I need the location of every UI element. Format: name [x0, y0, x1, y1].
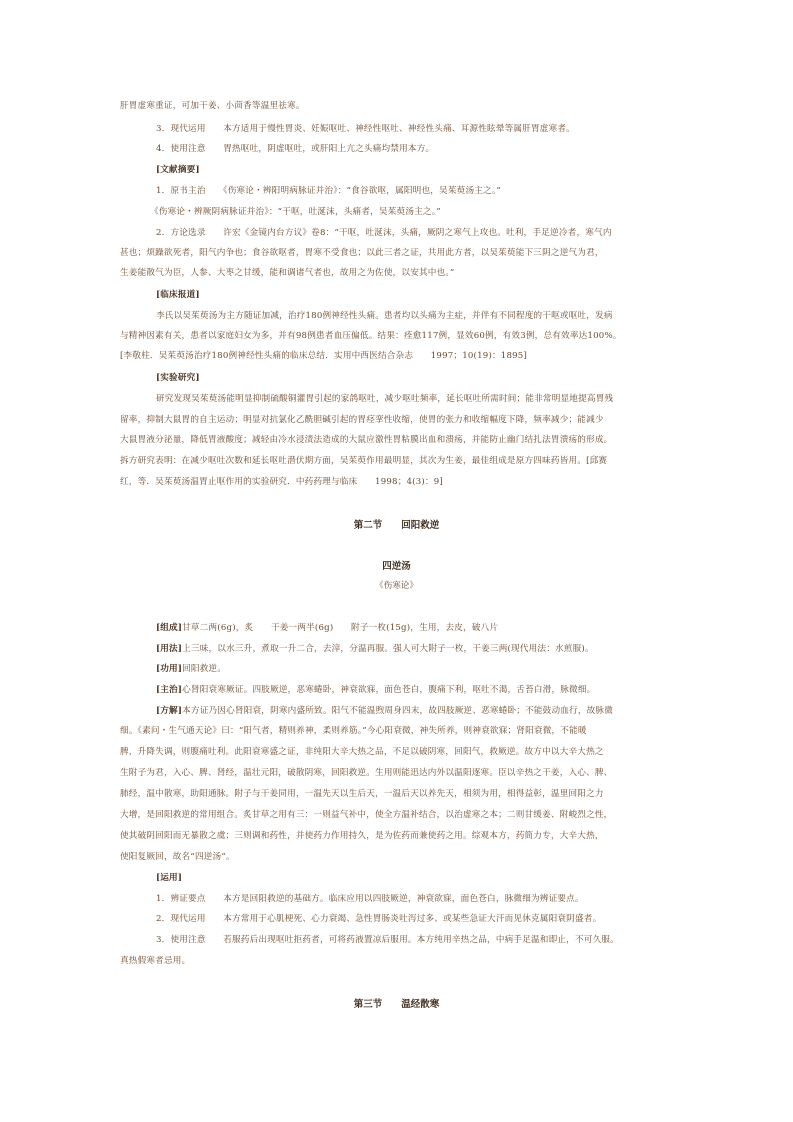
formula-title: 四逆汤 — [382, 561, 411, 572]
text-line: 与精神因素有关，患者以家庭妇女为多，并有98例患者血压偏低。结果：痊愈117例，显效60例，有效3例，总有效率达100%。 — [120, 331, 622, 341]
heading-composition: [组成] — [156, 623, 183, 633]
text-line: 生姜能散气为臣，人参、大枣之甘缓，能和调诸气者也，故用之为佐使，以安其中也。” — [120, 268, 455, 278]
text-line: 大增，是回阳救逆的常用组合。炙甘草之用有三：一则益气补中，使全方温补结合，以治虚寒之本；二则甘缓姜、附峻烈之性， — [120, 810, 613, 820]
heading-experiment: [实验研究] — [156, 373, 200, 383]
analysis-text: 本方证乃因心肾阳衰，阴寒内盛所致。阳气不能温煦周身四末，故四肢厥逆、恶寒蜷卧；不能鼓动血行，故脉微 — [182, 706, 614, 716]
usage-text: 上三味，以水三升，煮取一升二合，去滓，分温再服。强人可大附子一枚，干姜三两(现代用法：水煎服)。 — [182, 644, 594, 654]
text-line: 研究发现吴茱萸汤能明显抑制硫酸铜灌胃引起的家鸽呕吐，减少呕吐频率，延长呕吐所需时间；能非常明显地提高胃残 — [156, 394, 614, 404]
text-line: 细。《素问・生气通天论》曰：“阳气者，精则养神，柔则养筋。”今心阳衰微，神失所养，则神衰欲寐；肾阳衰微，不能暖 — [120, 726, 587, 736]
text-line: 留率，抑制大鼠胃的自主运动；明显对抗氯化乙酰胆碱引起的胃痉挛性收缩，使胃的张力和收缩幅度下降，频率减少；能减少 — [120, 415, 604, 425]
heading-function: [功用] — [156, 664, 183, 674]
text-line: 生附子为君，入心、脾、肾经，温壮元阳，破散阴寒，回阳救逆。生用则能迅达内外以温阳逐寒。臣以辛热之干姜，入心、脾、 — [120, 768, 613, 778]
text-line: 1．辨证要点 本方是回阳救逆的基础方。临床应用以四肢厥逆，神衰欲寐，面色苍白，脉微细为辨证要点。 — [156, 894, 584, 904]
text-line: 3．使用注意 若服药后出现呕吐拒药者，可将药液置凉后服用。本方纯用辛热之品，中病手足温和即止，不可久服。 — [156, 935, 619, 945]
text-line: 2．现代运用 本方常用于心肌梗死、心力衰竭、急性胃肠炎吐泻过多、或某些急证大汗而见休克属阳衰阴盛者。 — [156, 914, 602, 924]
text-line: 2．方论选录 许宏《金镜内台方议》卷8：“干呕，吐涎沫，头痛，厥阴之寒气上攻也。吐利，手足逆冷者，寒气内 — [156, 228, 612, 238]
text-line: 李氏以吴茱萸汤为主方随证加减，治疗180例神经性头痛。患者均以头痛为主症，并伴有不同程度的干呕或呕吐，发病 — [156, 311, 613, 321]
heading-clinical: [临床报道] — [156, 290, 200, 300]
text-line: 《伤寒论・辨厥阴病脉证并治》：“干呕，吐涎沫，头痛者，吴茱萸汤主之。” — [150, 207, 441, 217]
text-line: 肝胃虚寒重证，可加干姜、小茴香等温里祛寒。 — [120, 101, 305, 111]
heading-application: [运用] — [156, 873, 183, 883]
text-line: 红，等．吴茱萸汤温胃止呕作用的实验研究．中药药理与临床 1998；4(3)：9] — [120, 477, 443, 487]
function-text: 回阳救逆。 — [182, 664, 227, 674]
text-line: 使阳复厥回，故名“四逆汤”。 — [120, 852, 235, 862]
text-line: 4．使用注意 胃热呕吐，阴虚呕吐，或肝阳上亢之头痛均禁用本方。 — [156, 144, 435, 154]
text-line: 甚也；烦躁欲死者，阳气内争也；食谷欲呕者，胃寒不受食也；以此三者之证，共用此方者，以吴茱萸能下三阴之逆气为君， — [120, 248, 604, 258]
text-line: 1．原书主治 《伤寒论・辨阳明病脉证并治》：“食谷欲呕，属阳明也，吴茱萸汤主之。” — [156, 186, 501, 196]
text-line: 真热假寒者忌用。 — [120, 956, 191, 966]
text-line: 拆方研究表明：在减少呕吐次数和延长呕吐潜伏期方面，吴茱萸作用最明显，其次为生姜，最佳组成是原方四味药皆用。[邱赛 — [120, 456, 608, 466]
heading-analysis: [方解] — [156, 706, 183, 716]
text-line: 脾，升降失调，则腹痛吐利。此阳衰寒盛之证，非纯阳大辛大热之品，不足以破阴寒，回阳气，救厥逆。故方中以大辛大热之 — [120, 747, 604, 757]
indication-text: 心肾阳衰寒厥证。四肢厥逆，恶寒蜷卧，神衰欲寐，面色苍白，腹痛下利，呕吐不渴，舌苔白滑，脉微细。 — [182, 685, 596, 695]
text-line: 大鼠胃液分泌量，降低胃液酸度；减轻由冷水浸渍法造成的大鼠应激性胃粘膜出血和溃疡，并能防止幽门结扎法胃溃疡的形成。 — [120, 435, 613, 445]
heading-usage: [用法] — [156, 644, 183, 654]
section-heading-2: 第二节 回阳救逆 — [353, 520, 440, 531]
section-heading-3: 第三节 温经散寒 — [353, 999, 440, 1010]
composition-text: 甘草二两(6g)，炙 干姜一两半(6g) 附子一枚(15g)，生用，去皮，破八片 — [182, 623, 499, 633]
text-line: 肺经，温中散寒，助阳通脉。附子与干姜同用，一温先天以生后天，一温后天以养先天，相须为用，相得益彰，温里回阳之力 — [120, 789, 604, 799]
text-line: 3．现代运用 本方适用于慢性胃炎、妊娠呕吐、神经性呕吐、神经性头痛、耳源性眩晕等属肝胃虚寒者。 — [156, 124, 575, 134]
text-line: [李敬柱．吴茱萸汤治疗180例神经性头痛的临床总结．实用中西医结合杂志 1997；10(19)：1895] — [120, 351, 528, 361]
heading-indication: [主治] — [156, 685, 183, 695]
text-line: 使其破阴回阳而无暴散之虞；三则调和药性，并使药力作用持久，是为佐药而兼使药之用。综观本方，药简力专，大辛大热， — [120, 831, 604, 841]
heading-literature: [文献摘要] — [156, 165, 200, 175]
formula-source: 《伤寒论》 — [375, 581, 418, 591]
